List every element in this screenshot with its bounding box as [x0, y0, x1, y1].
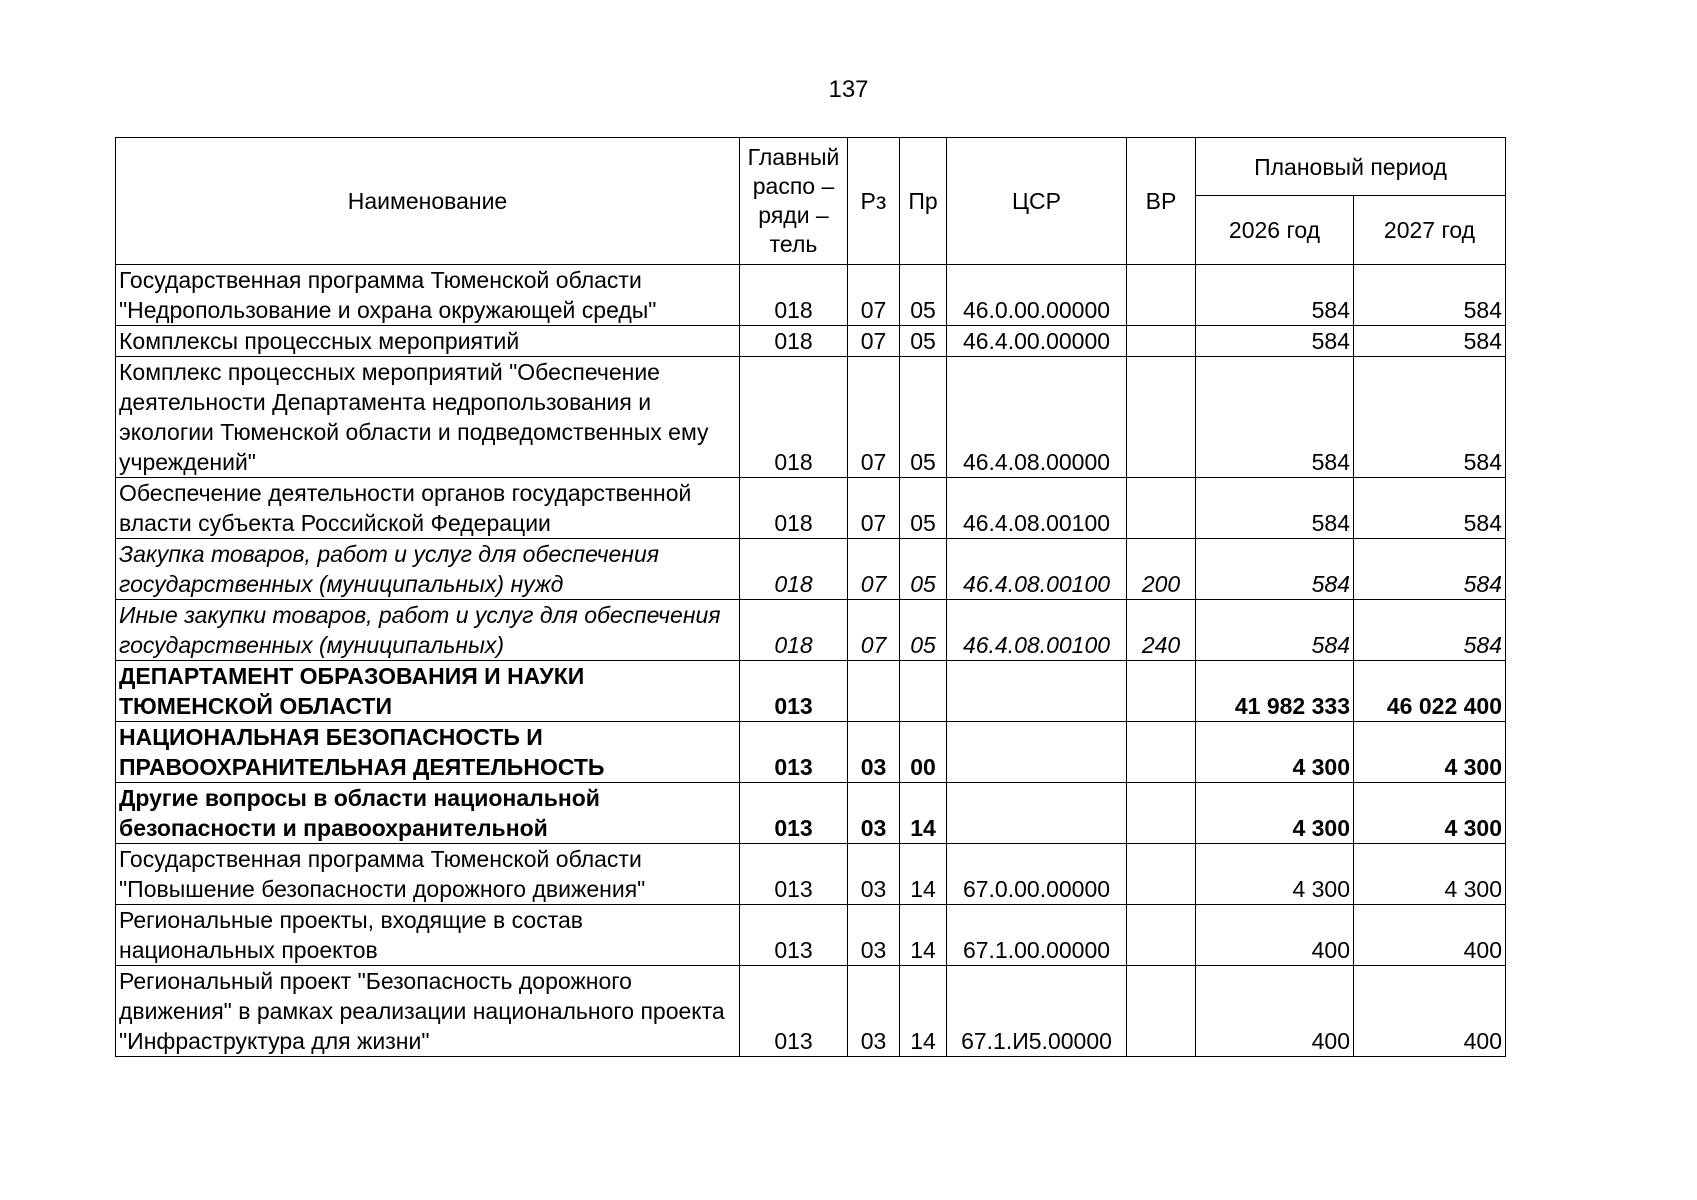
cell-name: Региональные проекты, входящие в состав национальных проектов — [116, 905, 740, 966]
cell-name: НАЦИОНАЛЬНАЯ БЕЗОПАСНОСТЬ И ПРАВООХРАНИТЕЛЬНАЯ ДЕЯТЕЛЬНОСТЬ — [116, 722, 740, 783]
cell-grbs: 013 — [740, 905, 848, 966]
cell-name: ДЕПАРТАМЕНТ ОБРАЗОВАНИЯ И НАУКИ ТЮМЕНСКОЙ ОБЛАСТИ — [116, 661, 740, 722]
cell-name: Иные закупки товаров, работ и услуг для обеспечения государственных (муниципальных) — [116, 600, 740, 661]
cell-name: Государственная программа Тюменской области "Недропользование и охрана окружающей среды" — [116, 265, 740, 326]
cell-csr: 67.0.00.00000 — [947, 844, 1127, 905]
header-grbs: Главный распо – ряди – тель — [740, 138, 848, 265]
cell-csr: 46.4.08.00100 — [947, 478, 1127, 539]
cell-2027: 400 — [1354, 905, 1506, 966]
cell-2026: 4 300 — [1196, 722, 1354, 783]
cell-2026: 584 — [1196, 539, 1354, 600]
cell-2027: 584 — [1354, 357, 1506, 478]
header-planned-period: Плановый период — [1196, 138, 1506, 196]
header-year-2026: 2026 год — [1196, 196, 1354, 265]
cell-pr: 05 — [900, 600, 947, 661]
cell-name: Комплекс процессных мероприятий "Обеспечение деятельности Департамента недропользования и экологии Тюменской области и подведомственных ему учреждений" — [116, 357, 740, 478]
cell-grbs: 013 — [740, 783, 848, 844]
cell-csr: 46.4.08.00000 — [947, 357, 1127, 478]
header-year-2027: 2027 год — [1354, 196, 1506, 265]
cell-2026: 584 — [1196, 600, 1354, 661]
cell-2027: 46 022 400 — [1354, 661, 1506, 722]
table-row — [116, 600, 1506, 661]
cell-2027: 584 — [1354, 265, 1506, 326]
cell-rz: 07 — [848, 357, 900, 478]
cell-2026: 41 982 333 — [1196, 661, 1354, 722]
cell-2026: 400 — [1196, 905, 1354, 966]
cell-name: Комплексы процессных мероприятий — [116, 326, 740, 357]
cell-grbs: 013 — [740, 722, 848, 783]
cell-pr: 05 — [900, 478, 947, 539]
cell-grbs: 013 — [740, 966, 848, 1057]
cell-grbs: 018 — [740, 600, 848, 661]
cell-grbs: 018 — [740, 539, 848, 600]
page-number: 137 — [828, 76, 869, 103]
cell-pr: 05 — [900, 539, 947, 600]
cell-csr: 46.4.08.00100 — [947, 600, 1127, 661]
cell-grbs: 013 — [740, 661, 848, 722]
cell-name: Другие вопросы в области национальной безопасности и правоохранительной — [116, 783, 740, 844]
cell-rz: 03 — [848, 905, 900, 966]
cell-vr — [1127, 478, 1196, 539]
table-row — [116, 661, 1506, 722]
cell-vr — [1127, 905, 1196, 966]
cell-csr — [947, 783, 1127, 844]
table-row — [116, 966, 1506, 1057]
cell-pr — [900, 661, 947, 722]
cell-vr — [1127, 844, 1196, 905]
cell-vr — [1127, 661, 1196, 722]
table-body — [116, 265, 1506, 1057]
cell-pr: 14 — [900, 966, 947, 1057]
cell-name: Обеспечение деятельности органов государственной власти субъекта Российской Федерации — [116, 478, 740, 539]
cell-csr: 67.1.И5.00000 — [947, 966, 1127, 1057]
cell-vr — [1127, 722, 1196, 783]
cell-2026: 400 — [1196, 966, 1354, 1057]
cell-csr — [947, 722, 1127, 783]
header-vr: ВР — [1127, 138, 1196, 265]
cell-2026: 584 — [1196, 478, 1354, 539]
cell-csr: 46.4.00.00000 — [947, 326, 1127, 357]
cell-2026: 584 — [1196, 326, 1354, 357]
table-row — [116, 844, 1506, 905]
cell-2027: 584 — [1354, 539, 1506, 600]
table-row — [116, 905, 1506, 966]
cell-rz: 07 — [848, 265, 900, 326]
cell-grbs: 018 — [740, 326, 848, 357]
cell-pr: 14 — [900, 844, 947, 905]
cell-2027: 4 300 — [1354, 722, 1506, 783]
cell-grbs: 018 — [740, 265, 848, 326]
cell-rz: 03 — [848, 722, 900, 783]
cell-2027: 584 — [1354, 478, 1506, 539]
cell-2027: 584 — [1354, 600, 1506, 661]
cell-vr: 200 — [1127, 539, 1196, 600]
table-row — [116, 357, 1506, 478]
cell-name: Региональный проект "Безопасность дорожного движения" в рамках реализации национального проекта "Инфраструктура для жизни" — [116, 966, 740, 1057]
table-row — [116, 783, 1506, 844]
table-row — [116, 265, 1506, 326]
cell-pr: 05 — [900, 357, 947, 478]
cell-csr: 67.1.00.00000 — [947, 905, 1127, 966]
cell-rz: 07 — [848, 539, 900, 600]
cell-rz — [848, 661, 900, 722]
cell-2026: 584 — [1196, 357, 1354, 478]
cell-pr: 00 — [900, 722, 947, 783]
cell-csr — [947, 661, 1127, 722]
cell-name: Закупка товаров, работ и услуг для обеспечения государственных (муниципальных) нужд — [116, 539, 740, 600]
cell-pr: 14 — [900, 905, 947, 966]
budget-table — [115, 137, 1506, 1057]
cell-2026: 4 300 — [1196, 783, 1354, 844]
cell-pr: 05 — [900, 265, 947, 326]
cell-vr — [1127, 326, 1196, 357]
cell-vr — [1127, 783, 1196, 844]
cell-grbs: 018 — [740, 478, 848, 539]
cell-name: Государственная программа Тюменской области "Повышение безопасности дорожного движения" — [116, 844, 740, 905]
cell-rz: 03 — [848, 844, 900, 905]
cell-2027: 4 300 — [1354, 844, 1506, 905]
header-csr: ЦСР — [947, 138, 1127, 265]
cell-vr: 240 — [1127, 600, 1196, 661]
header-name: Наименование — [116, 138, 740, 265]
cell-rz: 03 — [848, 783, 900, 844]
cell-2027: 584 — [1354, 326, 1506, 357]
table-row — [116, 539, 1506, 600]
cell-rz: 03 — [848, 966, 900, 1057]
cell-rz: 07 — [848, 600, 900, 661]
table-row — [116, 722, 1506, 783]
cell-vr — [1127, 265, 1196, 326]
cell-2027: 400 — [1354, 966, 1506, 1057]
header-rz: Рз — [848, 138, 900, 265]
cell-2026: 584 — [1196, 265, 1354, 326]
cell-2026: 4 300 — [1196, 844, 1354, 905]
cell-pr: 05 — [900, 326, 947, 357]
header-pr: Пр — [900, 138, 947, 265]
cell-2027: 4 300 — [1354, 783, 1506, 844]
cell-csr: 46.4.08.00100 — [947, 539, 1127, 600]
cell-rz: 07 — [848, 326, 900, 357]
cell-csr: 46.0.00.00000 — [947, 265, 1127, 326]
table-row — [116, 478, 1506, 539]
cell-grbs: 013 — [740, 844, 848, 905]
cell-rz: 07 — [848, 478, 900, 539]
cell-pr: 14 — [900, 783, 947, 844]
cell-vr — [1127, 357, 1196, 478]
table-row — [116, 326, 1506, 357]
cell-vr — [1127, 966, 1196, 1057]
cell-grbs: 018 — [740, 357, 848, 478]
